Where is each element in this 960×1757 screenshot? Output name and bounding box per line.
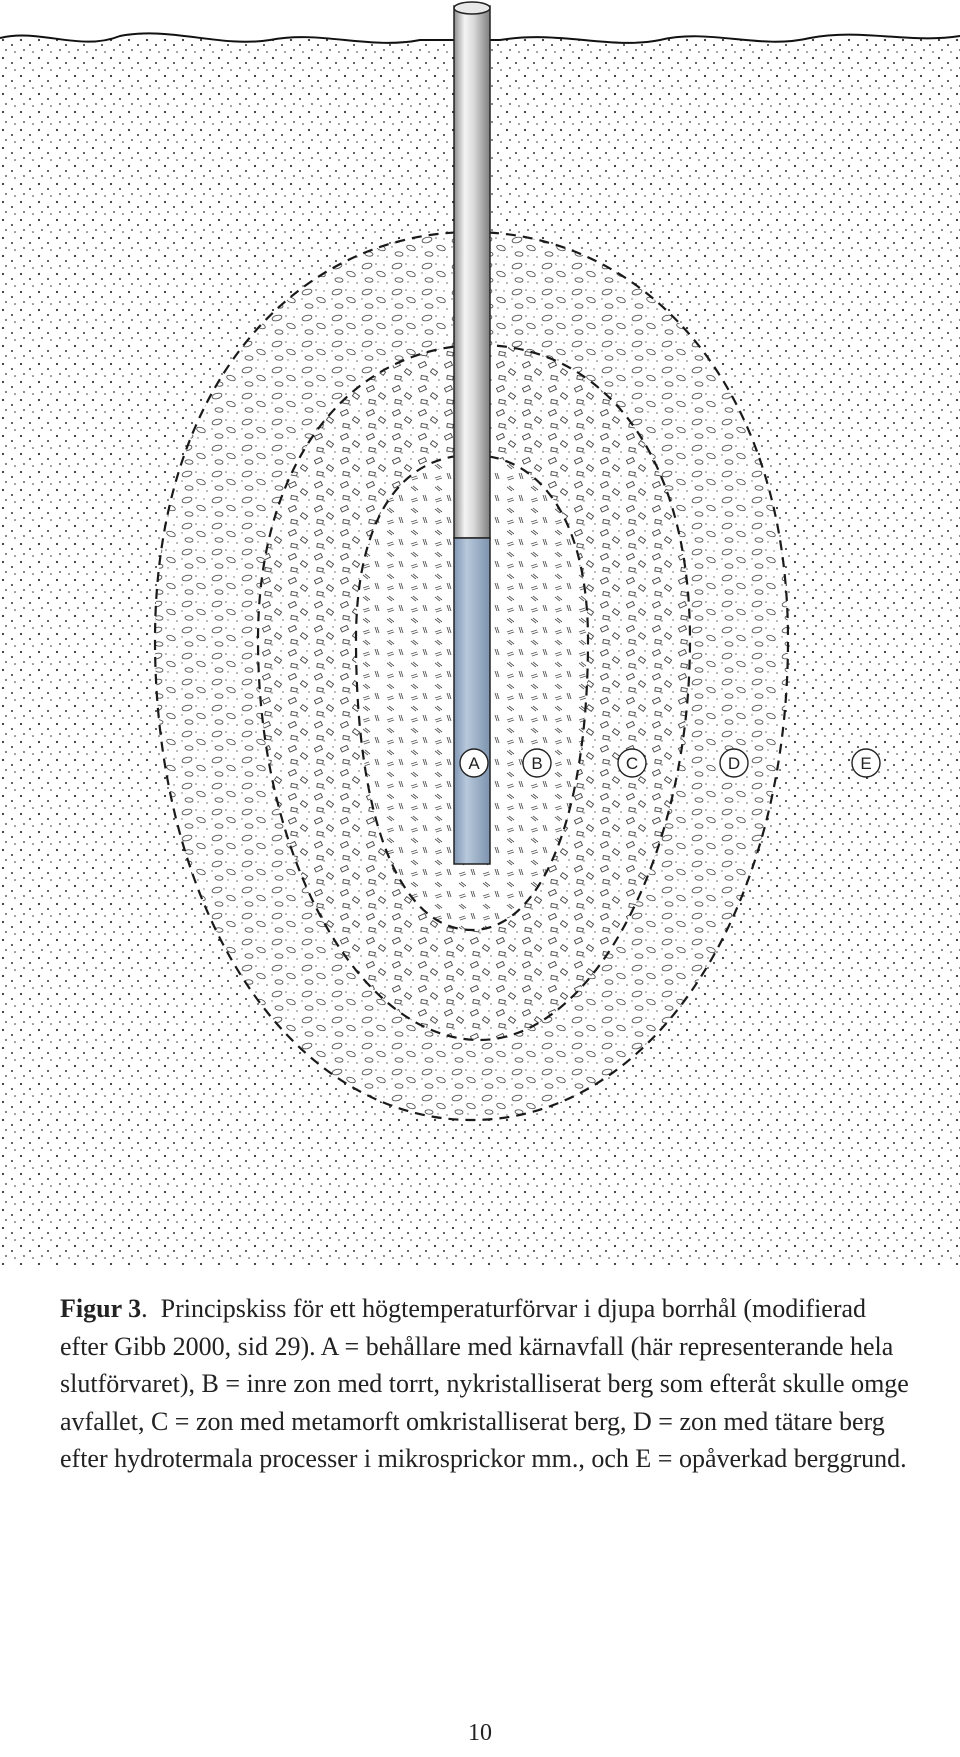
page-number: 10 [468,1720,492,1746]
zone-label-a [460,749,488,777]
zone-label-c [618,749,646,777]
caption-text: Principskiss för ett högtemperaturförvar i djupa borrhål (modifierad efter Gibb 2000, sid 29). A = behållare med kärnavfall (här representerande hela slutförvaret), B = inre zon med torrt, nykristalliserat berg som efteråt skulle omge avfallet, C = zon med metamorft omkristalliserat berg, D = zon med tätare berg efter hydrotermala processer i mikrosprickor mm., och E = opåverkad berggrund. [60,1294,909,1473]
svg-text:D: D [727,754,741,773]
figure-label-suffix: . [141,1294,148,1323]
zone-label-e [852,749,880,777]
borehole-pipe [454,6,490,538]
svg-text:B: B [531,754,543,773]
zone-label-b [523,749,551,777]
svg-text:C: C [625,754,639,773]
figure-label: Figur 3 [60,1294,142,1323]
zone-a-waste-canister [454,538,490,864]
zone-label-d [720,749,748,777]
figure-caption [60,1290,910,1478]
svg-text:E: E [860,754,872,773]
svg-text:A: A [468,754,480,773]
borehole-pipe-top [454,2,490,14]
